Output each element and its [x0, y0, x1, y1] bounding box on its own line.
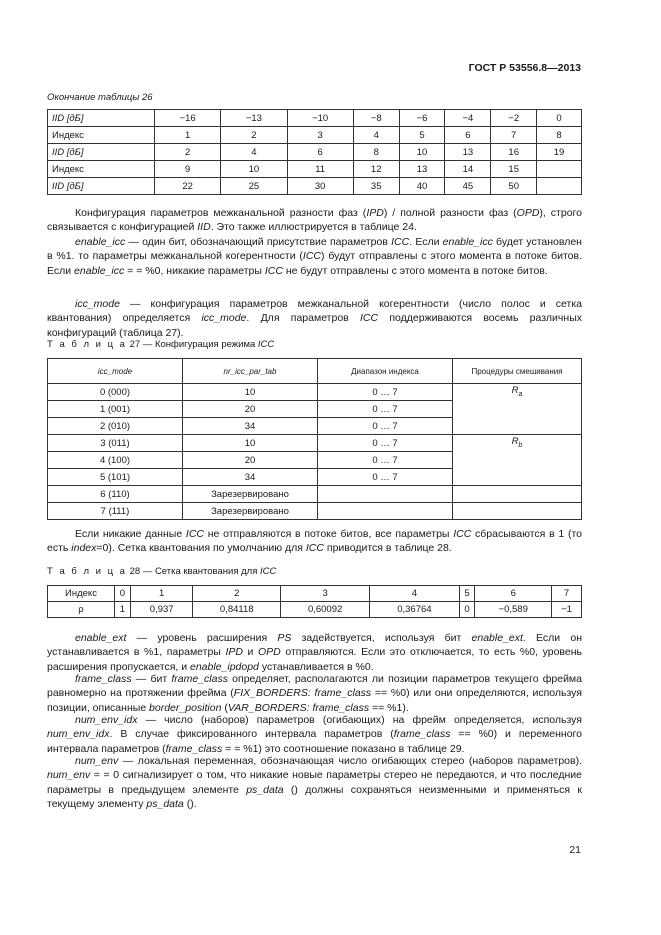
- table-cell: [537, 161, 582, 178]
- mixing-ra: $R_a$: [453, 384, 582, 435]
- table-row: [48, 178, 582, 195]
- header-index-range: Диапазон индекса: [318, 359, 453, 384]
- table-cell: −8: [353, 110, 399, 127]
- table26-caption: Окончание таблицы 26: [47, 92, 153, 103]
- table-cell: 0: [537, 110, 582, 127]
- table-cell: 0,937: [130, 602, 193, 618]
- table-cell: 22: [155, 178, 221, 195]
- table-cell: 6: [475, 586, 552, 602]
- table-cell: 0: [459, 602, 475, 618]
- header-nr-icc-par-tab: nr_icc_par_tab: [183, 359, 318, 384]
- table-cell: 25: [221, 178, 287, 195]
- row-label: IID [дБ]: [48, 178, 155, 195]
- table-cell: −6: [399, 110, 445, 127]
- table-cell: 3: [280, 586, 369, 602]
- paragraph-enable-icc: enable_icc — один бит, обозначающий присутствие параметров ICC. Если enable_icc будет установлен в %1. то параметры межканальной когерентности (ICC) будут отправлены с этого момента в потоке битов. Если enable_icc = = %0, никакие параметры ICC не будут отправлены с этого момента в потоке битов.: [47, 236, 582, 277]
- table-cell: 2: [193, 586, 281, 602]
- table-cell: 10: [221, 161, 287, 178]
- table-cell: 0,36764: [370, 602, 459, 618]
- table-cell: 2: [221, 127, 287, 144]
- paragraph-enable-ext: enable_ext — уровень расширения PS задействуется, используя бит enable_ext. Если он устанавливается в %1, параметры IPD и OPD отправляются. Если это отключается, то есть %0, уровень расширения пропускается, и enable_ipdopd устанавливается в %0.: [47, 632, 583, 673]
- table-cell: −10: [287, 110, 353, 127]
- table-cell: −1: [552, 602, 582, 618]
- table-cell: 14: [445, 161, 491, 178]
- mixing-rb: $R_b$: [453, 435, 582, 486]
- paragraph-ipd-opd: Конфигурация параметров межканальной разности фаз (IPD) / полной разности фаз (OPD), строго связывается с конфигурацией IID. Это также иллюстрируется в таблице 24.: [47, 207, 582, 234]
- table-cell: 9: [155, 161, 221, 178]
- table-row: 4 (100) 20 0 … 7: [48, 452, 582, 469]
- table-cell: 5: [399, 127, 445, 144]
- table-cell: 40: [399, 178, 445, 195]
- table-cell: −2: [491, 110, 537, 127]
- table-cell: 35: [353, 178, 399, 195]
- table-cell: 1: [155, 127, 221, 144]
- row-label: IID [дБ]: [48, 110, 155, 127]
- table-cell: 8: [353, 144, 399, 161]
- table-row: [48, 161, 582, 178]
- table-cell: 4: [221, 144, 287, 161]
- table-cell: 12: [353, 161, 399, 178]
- table-row: 0 (000) 10 0 … 7 $R_a$: [48, 384, 582, 401]
- table-28: [47, 585, 582, 618]
- table-row: [48, 110, 582, 127]
- table-cell: −0,589: [475, 602, 552, 618]
- table-cell: 15: [491, 161, 537, 178]
- paragraph-num-env-idx: num_env_idx — число (наборов) параметров (огибающих) на фрейм определяется, используя num_env_idx. В случае фиксированного интервала параметров (frame_class == %0) и переменного интервала параметров (frame_class = = %1) это соотношение показано в таблице 29.: [47, 714, 582, 755]
- table-cell: 7: [491, 127, 537, 144]
- table-row: 3 (011) 10 0 … 7 $R_b$: [48, 435, 582, 452]
- table-cell: 4: [353, 127, 399, 144]
- table-cell: 5: [459, 586, 475, 602]
- table-cell: 6: [445, 127, 491, 144]
- table-cell: 13: [445, 144, 491, 161]
- table-row: 5 (101) 34 0 … 7: [48, 469, 582, 486]
- table-row: 6 (110) Зарезервировано: [48, 486, 582, 503]
- row-label: Индекс: [48, 127, 155, 144]
- paragraph-icc-default: Если никакие данные ICC не отправляются в потоке битов, все параметры ICC сбрасываются в 1 (то есть index=0). Сетка квантования по умолчанию для ICC приводится в таблице 28.: [47, 528, 582, 555]
- table-cell: 50: [491, 178, 537, 195]
- table-cell: [537, 178, 582, 195]
- table-cell: 10: [399, 144, 445, 161]
- table-cell: 0: [115, 586, 131, 602]
- page-number: 21: [569, 844, 581, 856]
- table-27: [47, 358, 582, 520]
- table-cell: 4: [370, 586, 459, 602]
- table-cell: −16: [155, 110, 221, 127]
- table-cell: 1: [115, 602, 131, 618]
- row-label: Индекс: [48, 161, 155, 178]
- table-cell: 2: [155, 144, 221, 161]
- table-cell: 16: [491, 144, 537, 161]
- table-cell: 3: [287, 127, 353, 144]
- paragraph-frame-class: frame_class — бит frame_class определяет, располагаются ли позиции параметров текущего фрейма равномерно на протяжении фрейма (FIX_BORDERS: frame_class == %0) или они определяются, используя позиции, описанные border_position (VAR_BORDERS: frame_class == %1).: [47, 673, 582, 714]
- table-cell: 6: [287, 144, 353, 161]
- table-row: 7 (111) Зарезервировано: [48, 503, 582, 520]
- table-26: [47, 109, 582, 195]
- table-cell: 0,84118: [193, 602, 281, 618]
- table-cell: 13: [399, 161, 445, 178]
- document-header: ГОСТ Р 53556.8—2013: [468, 62, 581, 74]
- table-cell: 19: [537, 144, 582, 161]
- row-label: ρ: [48, 602, 115, 618]
- table-row: [48, 586, 582, 602]
- table-cell: 30: [287, 178, 353, 195]
- table-cell: 1: [130, 586, 193, 602]
- header-mixing-procedures: Процедуры смешивания: [453, 359, 582, 384]
- header-icc-mode: icc_mode: [48, 359, 183, 384]
- table-row: [48, 127, 582, 144]
- table-cell: −4: [445, 110, 491, 127]
- table27-caption: Т а б л и ц а 27 — Конфигурация режима ICC: [47, 339, 275, 350]
- table-cell: 45: [445, 178, 491, 195]
- table-cell: 11: [287, 161, 353, 178]
- table-row: 2 (010) 34 0 … 7: [48, 418, 582, 435]
- row-label: IID [дБ]: [48, 144, 155, 161]
- table-cell: 7: [552, 586, 582, 602]
- table-row: [48, 144, 582, 161]
- table28-caption: Т а б л и ц а 28 — Сетка квантования для ICC: [47, 566, 277, 577]
- table-row: [48, 602, 582, 618]
- table-row: 1 (001) 20 0 … 7: [48, 401, 582, 418]
- table-cell: −13: [221, 110, 287, 127]
- row-label: Индекс: [48, 586, 115, 602]
- paragraph-num-env: num_env — локальная переменная, обозначающая число огибающих стерео (наборов параметров). num_env = = 0 сигнализирует о том, что никакие новые параметры стерео не передаются, и что последние параметры в предыдущем элементе ps_data () должны сохраняться неизменными и применяться к текущему элементу ps_data ().: [47, 755, 582, 810]
- table-cell: 8: [537, 127, 582, 144]
- table-cell: 0,60092: [280, 602, 369, 618]
- paragraph-icc-mode: icc_mode — конфигурация параметров межканальной когерентности (число полос и сетка квантования) определяется icc_mode. Для параметров ICC поддерживаются восемь различных конфигураций (таблица 27).: [47, 298, 582, 339]
